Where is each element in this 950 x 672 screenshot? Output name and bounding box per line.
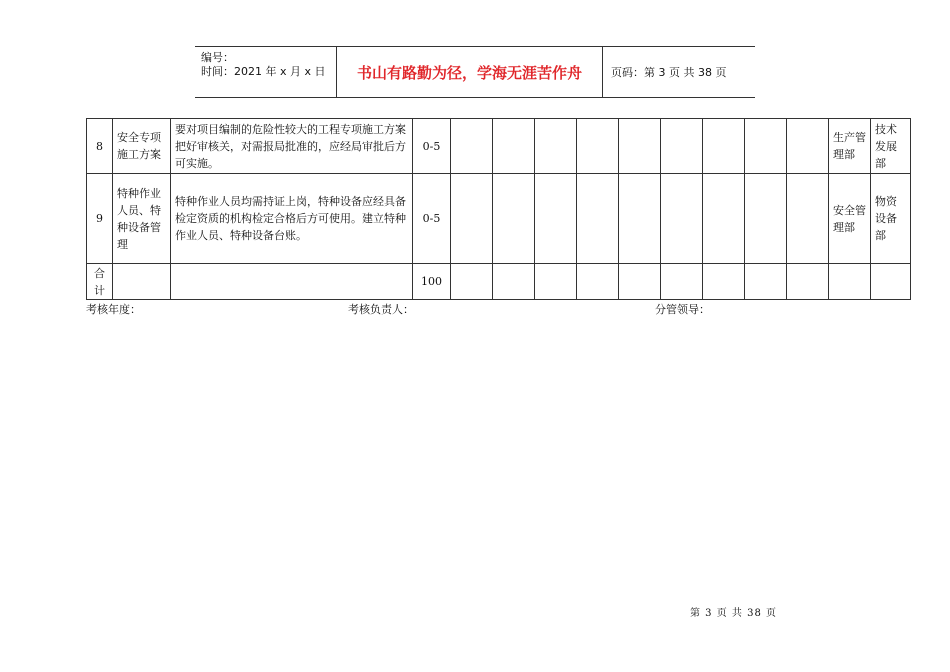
blank-cell xyxy=(577,119,619,174)
blank-cell xyxy=(577,264,619,300)
assessment-year-label: 考核年度： xyxy=(86,303,141,316)
blank-cell xyxy=(787,264,829,300)
blank-cell xyxy=(493,264,535,300)
row-dept-primary: 生产管理部 xyxy=(829,119,871,174)
header-motto: 书山有路勤为径，学海无涯苦作舟 xyxy=(337,47,603,97)
blank-cell xyxy=(535,174,577,264)
blank-cell xyxy=(703,119,745,174)
number-label: 编号： xyxy=(201,51,234,64)
blank-cell xyxy=(171,264,413,300)
table-row xyxy=(87,119,911,174)
row-dept-secondary: 物资设备部 xyxy=(871,174,911,264)
blank-cell xyxy=(661,174,703,264)
blank-cell xyxy=(451,174,493,264)
time-label: 时间：2021 年 x 月 x 日 xyxy=(201,65,326,78)
header-info xyxy=(195,47,337,97)
total-score: 100 xyxy=(413,264,451,300)
table-row xyxy=(87,174,911,264)
blank-cell xyxy=(451,264,493,300)
header-page-label: 页码：第 3 页 共 38 页 xyxy=(611,66,727,79)
row-score: 0-5 xyxy=(413,174,451,264)
blank-cell xyxy=(577,174,619,264)
row-dept-secondary: 技术发展部 xyxy=(871,119,911,174)
blank-cell xyxy=(745,174,787,264)
blank-cell xyxy=(619,264,661,300)
row-content: 要对项目编制的危险性较大的工程专项施工方案把好审核关，对需报局批准的，应经局审批后方可实施。 xyxy=(171,119,413,174)
blank-cell xyxy=(535,264,577,300)
blank-cell xyxy=(703,264,745,300)
blank-cell xyxy=(493,174,535,264)
blank-cell xyxy=(787,119,829,174)
blank-cell xyxy=(745,264,787,300)
blank-cell xyxy=(871,264,911,300)
row-item: 安全专项施工方案 xyxy=(113,119,171,174)
blank-cell xyxy=(661,264,703,300)
row-number: 9 xyxy=(87,174,113,264)
document-header xyxy=(195,46,755,98)
blank-cell xyxy=(703,174,745,264)
blank-cell xyxy=(113,264,171,300)
row-content: 特种作业人员均需持证上岗，特种设备应经具备检定资质的机构检定合格后方可使用。建立特种作业人员、特种设备台账。 xyxy=(171,174,413,264)
blank-cell xyxy=(661,119,703,174)
page-number: 第 3 页 共 38 页 xyxy=(690,608,777,619)
blank-cell xyxy=(829,264,871,300)
row-number: 8 xyxy=(87,119,113,174)
row-item: 特种作业人员、特种设备管理 xyxy=(113,174,171,264)
blank-cell xyxy=(493,119,535,174)
total-row xyxy=(87,264,911,300)
supervising-leader-label: 分管领导： xyxy=(655,303,710,316)
blank-cell xyxy=(535,119,577,174)
blank-cell xyxy=(619,174,661,264)
blank-cell xyxy=(787,174,829,264)
blank-cell xyxy=(451,119,493,174)
blank-cell xyxy=(745,119,787,174)
blank-cell xyxy=(619,119,661,174)
total-label: 合计 xyxy=(87,264,113,300)
row-dept-primary: 安全管理部 xyxy=(829,174,871,264)
assessment-person-label: 考核负责人： xyxy=(348,303,414,316)
assessment-table xyxy=(86,118,911,300)
row-score: 0-5 xyxy=(413,119,451,174)
